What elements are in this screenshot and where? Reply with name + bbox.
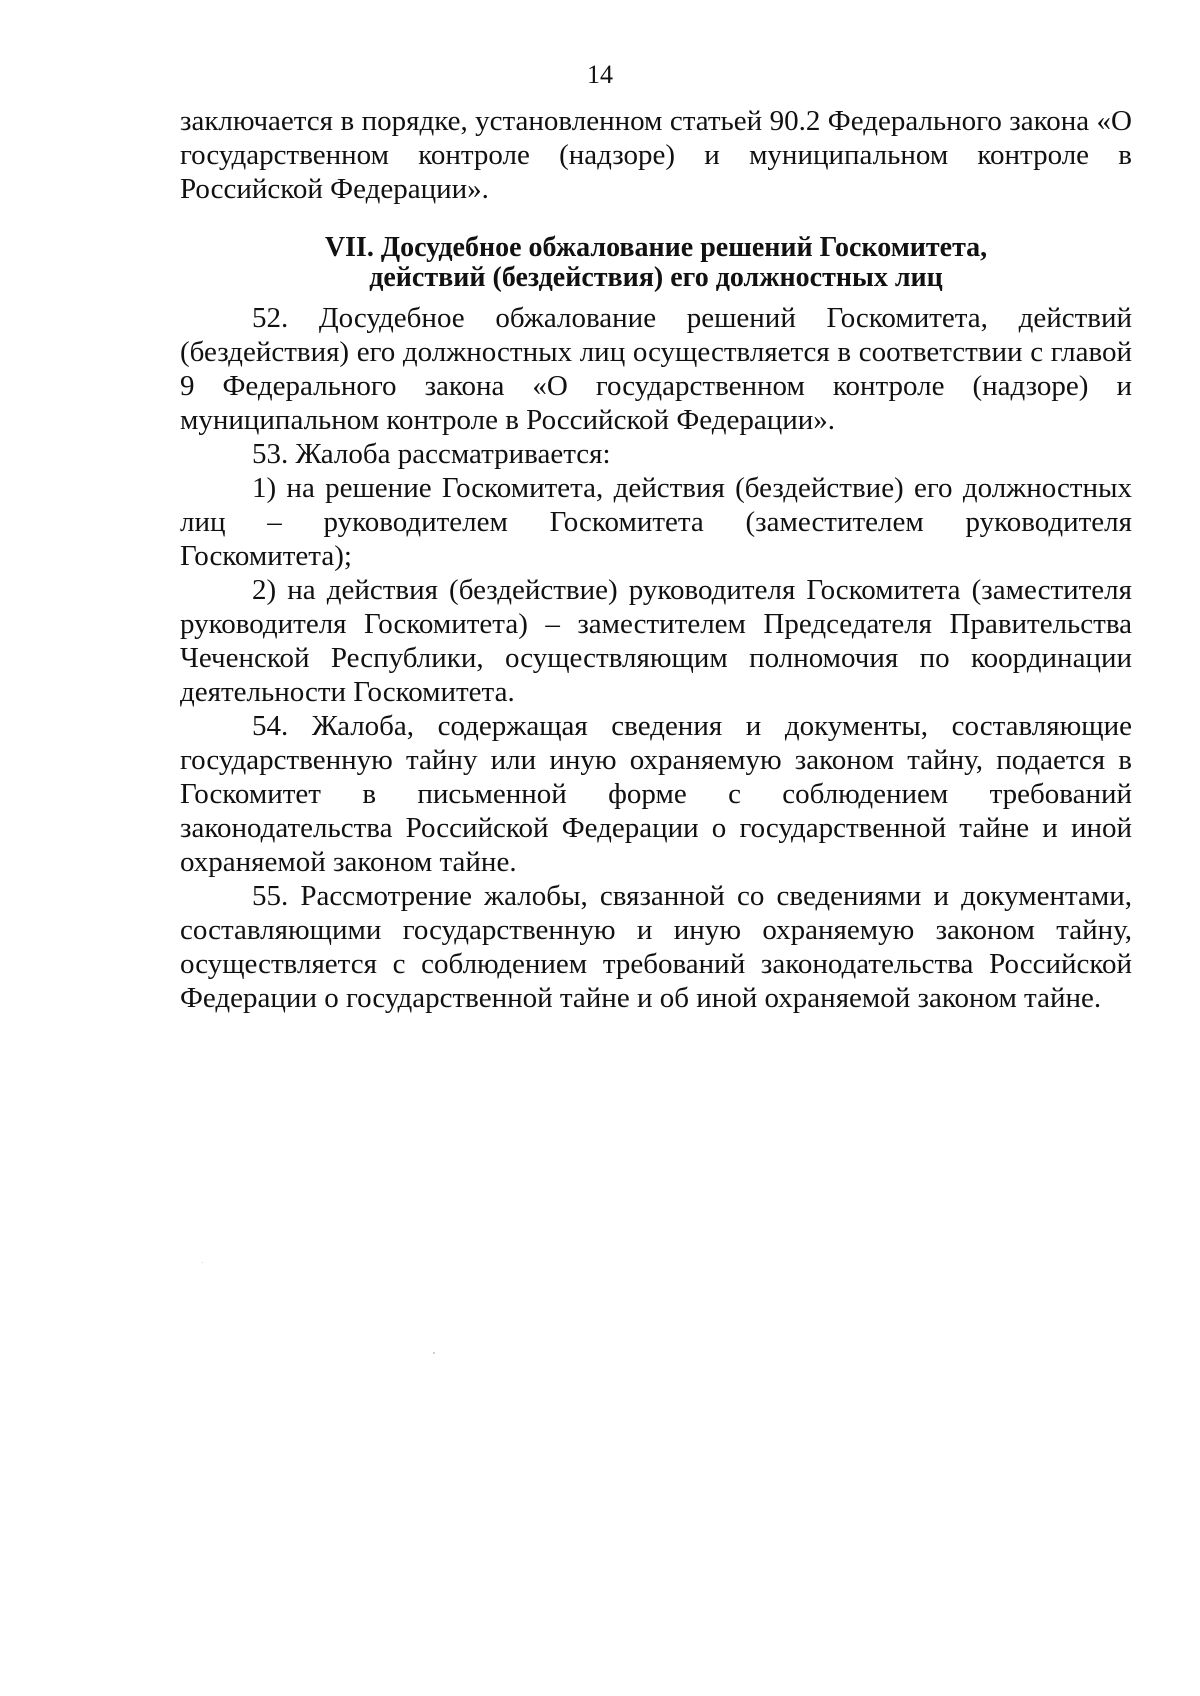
paragraph-53: 53. Жалоба рассматривается: [252,438,611,470]
section-heading-line-1: VII. Досудебное обжалование решений Госкомитета, [324,232,988,263]
scan-speck [433,1352,435,1354]
page-number: 14 [587,60,613,89]
section-heading [180,233,1132,293]
document-body [180,104,1132,1015]
intro-paragraph: заключается в порядке, установленном статьей 90.2 Федерального закона «О государственном контроле (надзоре) и муниципальном контроле в Российской Федерации». [180,105,1132,205]
paragraph-53-item-1: 1) на решение Госкомитета, действия (бездействие) его должностных лиц – руководителем Госкомитета (заместителем руководителя Госкомитета); [180,472,1132,572]
scan-speck [202,1262,203,1263]
paragraph-54: 54. Жалоба, содержащая сведения и документы, составляющие государственную тайну или иную охраняемую законом тайну, подается в Госкомитет в письменной форме с соблюдением требований законодательства Российской Федерации о государственной тайне и иной охраняемой законом тайне. [180,710,1132,878]
section-heading-line-2: действий (бездействия) его должностных лиц [369,262,943,293]
paragraph-53-item-2: 2) на действия (бездействие) руководителя Госкомитета (заместителя руководителя Госкомитета) – заместителем Председателя Правительства Чеченской Республики, осуществляющим полномочия по координации деятельности Госкомитета. [180,574,1132,708]
paragraph-55: 55. Рассмотрение жалобы, связанной со сведениями и документами, составляющими государственную и иную охраняемую законом тайну, осуществляется с соблюдением требований законодательства Российской Федерации о государственной тайне и об иной охраняемой законом тайне. [180,880,1132,1014]
paragraph-52: 52. Досудебное обжалование решений Госкомитета, действий (бездействия) его должностных лиц осуществляется в соответствии с главой 9 Федерального закона «О государственном контроле (надзоре) и муниципальном контроле в Российской Федерации». [180,302,1132,436]
